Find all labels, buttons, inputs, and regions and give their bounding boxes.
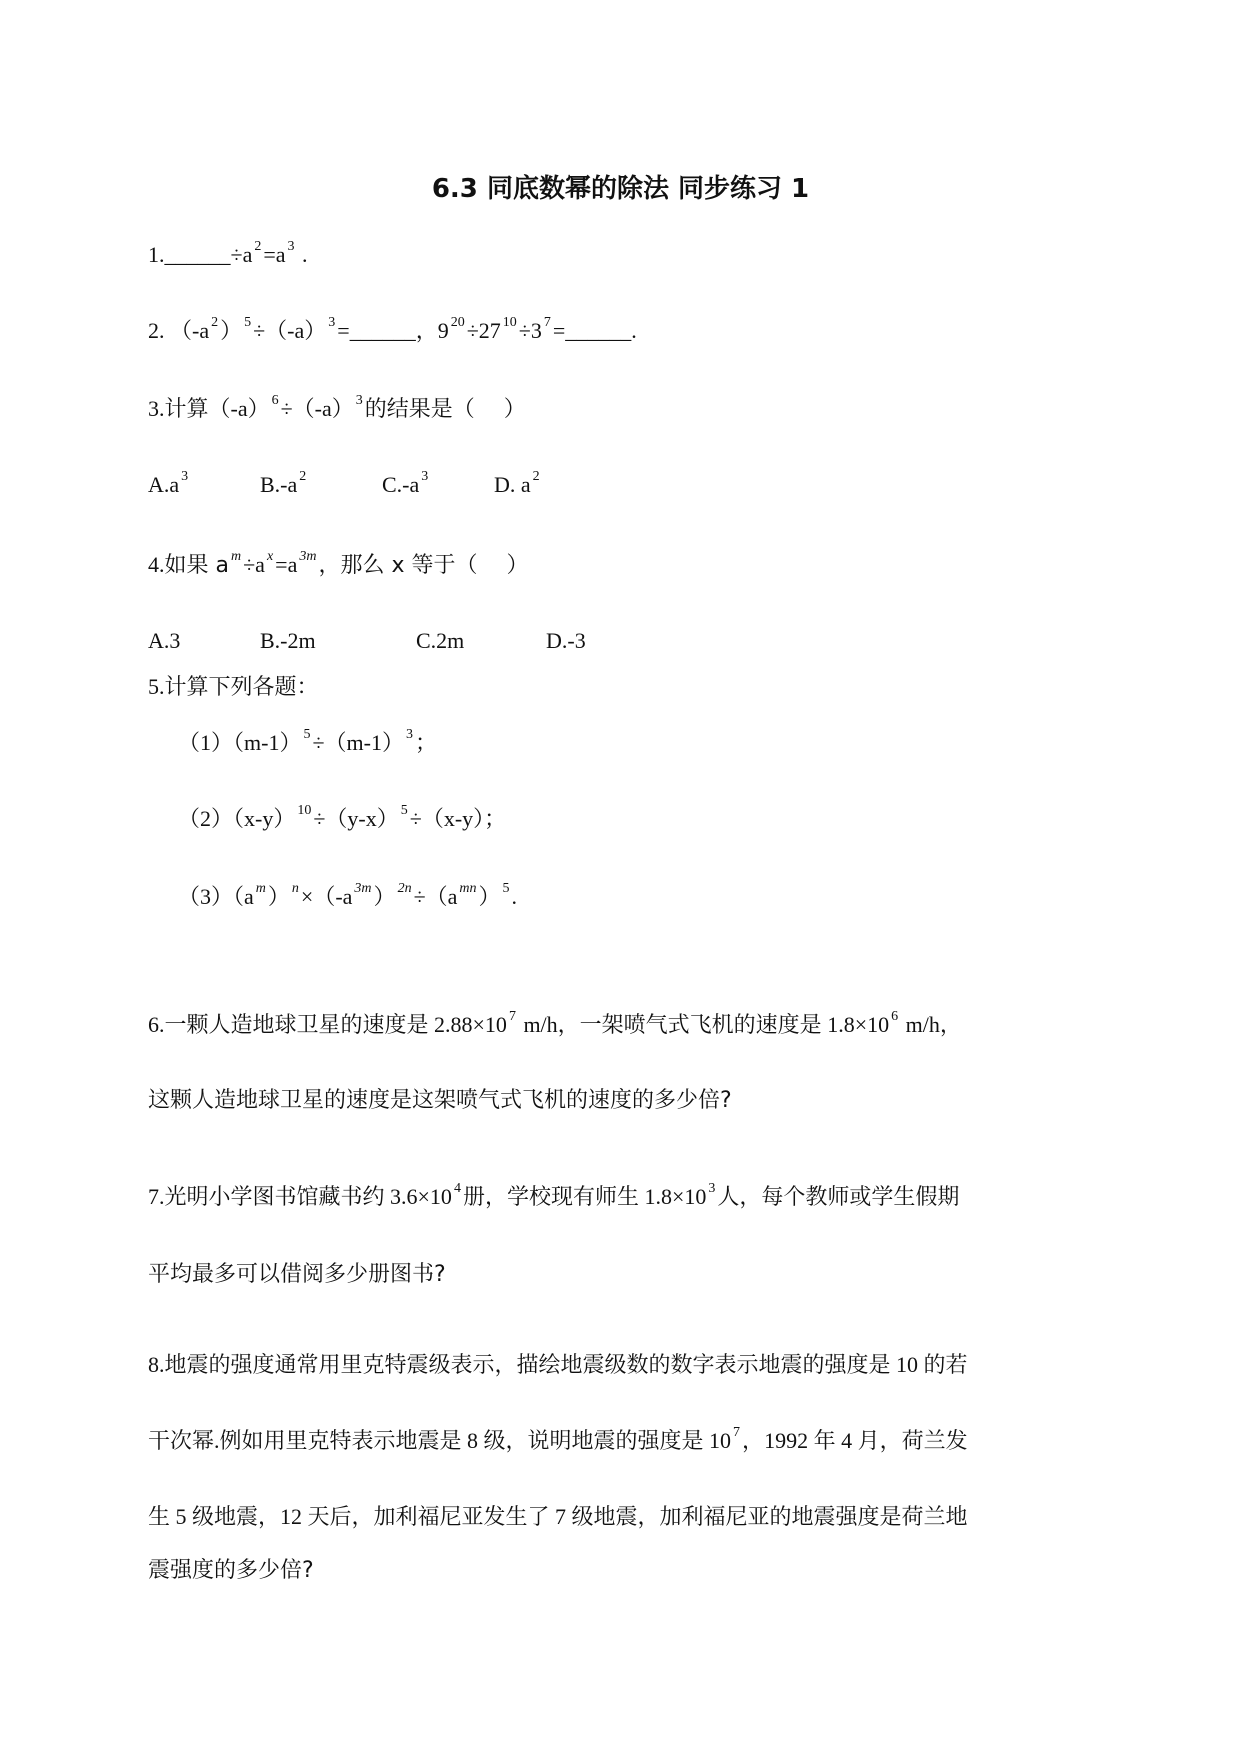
question-8-line-4: 震强度的多少倍?: [148, 1558, 314, 1583]
expr: ÷（x-y）；: [409, 806, 507, 831]
exponent: 2: [532, 469, 540, 484]
expr: 10: [703, 1428, 732, 1453]
question-text: 人，每个教师或学生假期: [717, 1185, 960, 1210]
exponent: m: [255, 881, 266, 896]
exponent: 3: [421, 469, 429, 484]
expr: 1992: [764, 1428, 814, 1453]
option-label: D. a: [494, 472, 531, 497]
expr: m/h: [900, 1012, 940, 1037]
exponent: 3: [328, 315, 336, 330]
exponent: 4: [453, 1181, 461, 1196]
question-text: 级，说明地震的强度是: [483, 1429, 704, 1454]
question-number: 7.: [148, 1184, 165, 1209]
question-text: 如果 a: [164, 553, 229, 578]
question-number: 1.: [148, 242, 165, 267]
question-text: 干次幂: [148, 1429, 215, 1454]
page-title: 6.3 同底数幂的除法 同步练习 1: [431, 174, 810, 204]
answer-blank[interactable]: ______: [349, 318, 416, 343]
question-text: ，一架喷气式飞机的速度是: [557, 1013, 822, 1038]
exponent: 6: [271, 393, 279, 408]
question-text: 一颗人造地球卫星的速度是: [164, 1013, 429, 1038]
exponent: 5: [502, 881, 510, 896]
exponent: 20: [450, 315, 465, 330]
question-7-line-2: 平均最多可以借阅多少册图书?: [148, 1262, 446, 1287]
expr: ）: [267, 884, 290, 909]
expr: =: [552, 318, 566, 343]
sub-question-2: [178, 804, 506, 834]
exponent: 3m: [354, 881, 372, 896]
exponent: 3: [355, 393, 363, 408]
expr: .: [631, 318, 637, 343]
expr: 1.8×10: [638, 1184, 707, 1209]
exponent: 5: [244, 315, 252, 330]
question-5: [148, 672, 319, 703]
question-text: 计算: [164, 397, 209, 422]
question-text: 月，荷兰发: [857, 1429, 968, 1454]
expr: =: [337, 318, 350, 343]
exponent: 5: [303, 727, 311, 742]
question-text: 册，学校现有师生: [462, 1185, 639, 1210]
expr: ÷（a: [413, 884, 458, 909]
expr: ÷（-a）: [280, 396, 354, 421]
expr: 5: [170, 1504, 193, 1529]
option-a[interactable]: [148, 470, 260, 500]
exponent: 10: [502, 315, 517, 330]
question-text: ，: [939, 1013, 962, 1038]
expr: m/h: [517, 1012, 558, 1037]
exponent: 2: [254, 239, 262, 254]
option-c[interactable]: [382, 470, 494, 500]
expr: ）: [373, 884, 396, 909]
question-text: 光明小学图书馆藏书约: [164, 1185, 385, 1210]
option-d[interactable]: D.-3: [546, 628, 586, 653]
exponent: 3: [181, 469, 189, 484]
question-text: 天后，加利福尼亚发生了: [307, 1505, 550, 1530]
question-text: 年: [813, 1429, 836, 1454]
question-7: [148, 1182, 959, 1213]
expr: 4: [835, 1428, 858, 1453]
sub-question-number: （3）: [178, 884, 234, 909]
sub-question-1: [178, 728, 437, 758]
expr: ÷（y-x）: [313, 806, 399, 831]
expr: 3.6×10: [384, 1184, 452, 1209]
exponent: 5: [400, 803, 408, 818]
exponent: mn: [459, 881, 477, 896]
question-number: 4.: [148, 552, 165, 577]
question-text: ，: [742, 1429, 765, 1454]
expr: ÷27: [466, 318, 501, 343]
expr: ×（-a: [300, 884, 353, 909]
expr: 7: [549, 1504, 572, 1529]
expr: ÷a: [243, 552, 265, 577]
exponent: 6: [891, 1009, 899, 1024]
question-number: 2.: [148, 318, 170, 343]
exponent: 2: [299, 469, 307, 484]
exponent: 7: [508, 1009, 516, 1024]
answer-blank[interactable]: ______: [565, 318, 632, 343]
exponent: 3: [405, 727, 413, 742]
question-text: 的结果是（ ）: [364, 397, 526, 422]
question-text: 的若: [923, 1353, 968, 1378]
expr: （-a: [170, 318, 210, 343]
expr: （-a）: [208, 396, 270, 421]
exponent: 10: [297, 803, 312, 818]
option-c[interactable]: C.2m: [416, 628, 465, 653]
question-6-line-2: 这颗人造地球卫星的速度是这架喷气式飞机的速度的多少倍?: [148, 1088, 732, 1113]
question-number: 5.: [148, 674, 165, 699]
question-number: 8.: [148, 1352, 165, 1377]
expr: .: [214, 1428, 220, 1453]
exponent: 2: [211, 315, 219, 330]
question-3: [148, 394, 526, 425]
expr: =a: [275, 552, 298, 577]
expr: （x-y）: [233, 806, 296, 831]
sub-question-3: [178, 882, 517, 912]
question-4: [148, 550, 528, 581]
expr: .: [511, 884, 518, 909]
question-text: 级地震，: [192, 1505, 281, 1530]
expr: （a: [233, 884, 254, 909]
exponent: 3m: [299, 549, 317, 564]
expr: ÷a: [230, 242, 253, 267]
expr: 12: [280, 1504, 308, 1529]
exponent: 7: [733, 1425, 741, 1440]
exponent: 3: [708, 1181, 716, 1196]
expr: ）: [220, 318, 243, 343]
question-3-options: [148, 470, 542, 500]
question-2: [148, 316, 637, 346]
expr: ；: [414, 730, 437, 755]
exponent: m: [230, 549, 242, 564]
expr: ÷3: [518, 318, 542, 343]
question-1: [148, 240, 308, 270]
question-8-line-3: [148, 1502, 968, 1533]
exponent: x: [266, 549, 274, 564]
expr: ÷（m-1）: [312, 730, 404, 755]
expr: ÷（-a）: [253, 318, 327, 343]
option-label: B.-a: [260, 472, 298, 497]
exponent: 7: [543, 315, 551, 330]
question-4-options: [148, 626, 586, 656]
expr: 8: [461, 1428, 484, 1453]
option-label: A.a: [148, 472, 180, 497]
question-text: 地震的强度通常用里克特震级表示，描绘地震级数的数字表示地震的强度是: [164, 1353, 891, 1378]
option-b[interactable]: B.-2m: [260, 628, 316, 653]
expr: ）: [478, 884, 501, 909]
option-a[interactable]: A.3: [148, 628, 181, 653]
question-number: 3.: [148, 396, 165, 421]
expr: .: [296, 242, 308, 267]
exponent: 3: [287, 239, 295, 254]
exponent: 2n: [397, 881, 412, 896]
question-text: 计算下列各题：: [164, 675, 319, 700]
exponent: n: [291, 881, 299, 896]
question-text: 级地震，加利福尼亚的地震强度是荷兰地: [571, 1505, 968, 1530]
expr: =a: [263, 242, 286, 267]
option-label: C.-a: [382, 472, 420, 497]
expr: 1.8×10: [821, 1012, 890, 1037]
option-b[interactable]: [260, 470, 382, 500]
sub-question-number: （2）: [178, 806, 234, 831]
question-text: 生: [148, 1505, 171, 1530]
question-6: [148, 1010, 962, 1041]
question-8: [148, 1350, 968, 1381]
question-number: 6.: [148, 1012, 165, 1037]
question-text: ，那么 x 等于（ ）: [318, 553, 529, 578]
expr: 2.88×10: [428, 1012, 507, 1037]
option-d[interactable]: [494, 470, 542, 500]
question-8-line-2: [148, 1426, 968, 1457]
expr: 10: [890, 1352, 924, 1377]
expr: （m-1）: [233, 730, 302, 755]
sub-question-number: （1）: [178, 730, 234, 755]
question-text: 例如用里克特表示地震是: [219, 1429, 462, 1454]
answer-blank[interactable]: ______: [164, 242, 231, 267]
expr: ，9: [415, 318, 449, 343]
